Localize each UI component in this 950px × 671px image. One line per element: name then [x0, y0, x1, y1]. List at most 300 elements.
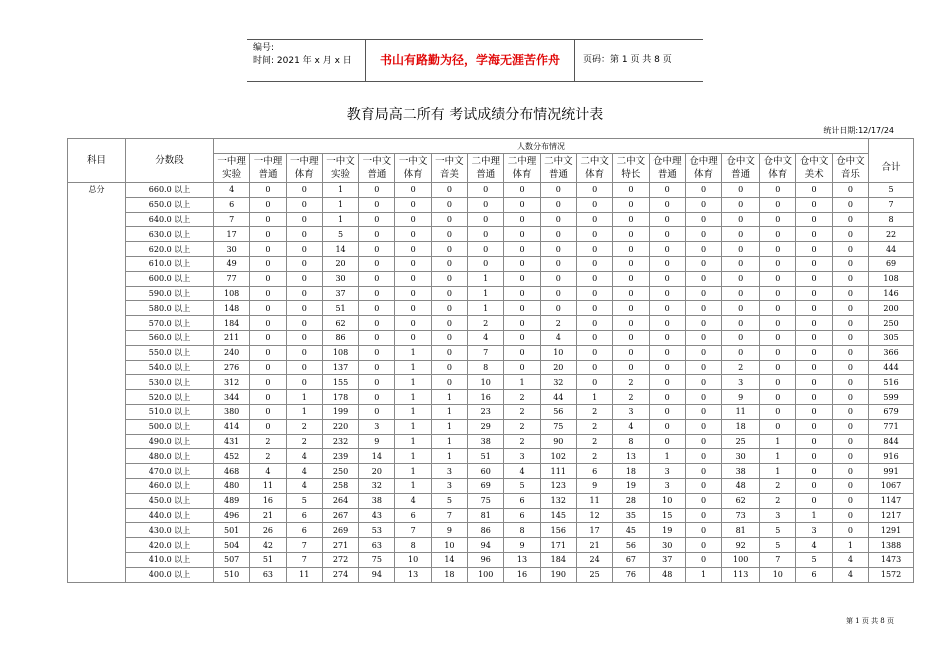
- count-cell: 20: [359, 464, 395, 479]
- count-cell: 0: [685, 227, 721, 242]
- column-header-line2: 普通: [731, 169, 751, 180]
- count-cell: 0: [576, 375, 612, 390]
- count-cell: 0: [431, 375, 467, 390]
- count-cell: 92: [722, 538, 760, 553]
- column-header-line2: 体育: [403, 169, 423, 180]
- count-cell: 0: [685, 316, 721, 331]
- table-row: [68, 538, 914, 553]
- count-cell: 0: [576, 301, 612, 316]
- count-cell: 0: [722, 212, 760, 227]
- range-cell: 430.0 以上: [126, 523, 214, 538]
- range-cell: 470.0 以上: [126, 464, 214, 479]
- column-header-line1: 一中文: [326, 156, 355, 167]
- header-motto: 书山有路勤为径，学海无涯苦作舟: [365, 40, 575, 81]
- column-header: [796, 154, 832, 183]
- range-cell: 440.0 以上: [126, 508, 214, 523]
- count-cell: 45: [613, 523, 649, 538]
- count-cell: 0: [832, 316, 868, 331]
- count-cell: 496: [214, 508, 250, 523]
- count-cell: 0: [649, 301, 685, 316]
- table-row: [68, 197, 914, 212]
- count-cell: 0: [468, 256, 504, 271]
- count-cell: 184: [214, 316, 250, 331]
- count-cell: 0: [649, 390, 685, 405]
- count-cell: 1: [395, 345, 431, 360]
- count-cell: 0: [796, 360, 832, 375]
- count-cell: 0: [796, 404, 832, 419]
- total-cell: 1291: [869, 523, 914, 538]
- count-cell: 20: [322, 256, 358, 271]
- count-cell: 6: [796, 567, 832, 582]
- count-cell: 2: [250, 434, 286, 449]
- header-range-label: 分数段: [155, 154, 184, 166]
- count-cell: 28: [613, 493, 649, 508]
- count-cell: 0: [504, 183, 540, 198]
- column-header: [649, 154, 685, 183]
- page-title: 教育局高二所有 考试成绩分布情况统计表: [346, 107, 604, 123]
- count-cell: 1: [395, 360, 431, 375]
- count-cell: 0: [395, 256, 431, 271]
- count-cell: 13: [504, 552, 540, 567]
- count-cell: 38: [722, 464, 760, 479]
- count-cell: 240: [214, 345, 250, 360]
- count-cell: 6: [286, 508, 322, 523]
- count-cell: 30: [649, 538, 685, 553]
- count-cell: 5: [504, 478, 540, 493]
- count-cell: 1: [431, 419, 467, 434]
- count-cell: 0: [832, 419, 868, 434]
- table-row: [68, 286, 914, 301]
- range-cell: 560.0 以上: [126, 330, 214, 345]
- count-cell: 9: [504, 538, 540, 553]
- column-header-line1: 一中理: [217, 156, 246, 167]
- count-cell: 0: [431, 271, 467, 286]
- count-cell: 0: [832, 197, 868, 212]
- count-cell: 0: [722, 286, 760, 301]
- count-cell: 0: [760, 330, 796, 345]
- count-cell: 0: [685, 345, 721, 360]
- count-cell: 8: [504, 523, 540, 538]
- count-cell: 0: [576, 360, 612, 375]
- count-cell: 76: [613, 567, 649, 582]
- count-cell: 0: [649, 183, 685, 198]
- count-cell: 489: [214, 493, 250, 508]
- page-footer: 第 1 页 共 8 页: [845, 617, 894, 625]
- count-cell: 0: [395, 197, 431, 212]
- count-cell: 0: [685, 464, 721, 479]
- total-cell: 305: [869, 330, 914, 345]
- count-cell: 0: [250, 183, 286, 198]
- count-cell: 43: [359, 508, 395, 523]
- total-cell: 1388: [869, 538, 914, 553]
- table-row: [68, 523, 914, 538]
- count-cell: 2: [760, 478, 796, 493]
- count-cell: 1: [468, 301, 504, 316]
- total-cell: 22: [869, 227, 914, 242]
- count-cell: 16: [250, 493, 286, 508]
- count-cell: 0: [685, 256, 721, 271]
- count-cell: 1: [832, 538, 868, 553]
- count-cell: 25: [722, 434, 760, 449]
- count-cell: 62: [722, 493, 760, 508]
- count-cell: 0: [395, 242, 431, 257]
- column-header-line2: 普通: [548, 169, 568, 180]
- count-cell: 5: [431, 493, 467, 508]
- count-cell: 0: [760, 197, 796, 212]
- count-cell: 2: [540, 316, 576, 331]
- count-cell: 0: [685, 419, 721, 434]
- count-cell: 2: [504, 434, 540, 449]
- count-cell: 1: [760, 434, 796, 449]
- count-cell: 0: [359, 256, 395, 271]
- count-cell: 5: [796, 552, 832, 567]
- table-row: [68, 390, 914, 405]
- count-cell: 0: [722, 227, 760, 242]
- column-header-line2: 体育: [585, 169, 605, 180]
- total-cell: 108: [869, 271, 914, 286]
- count-cell: 18: [722, 419, 760, 434]
- count-cell: 0: [286, 183, 322, 198]
- range-cell: 460.0 以上: [126, 478, 214, 493]
- count-cell: 1: [760, 464, 796, 479]
- count-cell: 10: [649, 493, 685, 508]
- count-cell: 0: [796, 375, 832, 390]
- header-total-top: [869, 139, 914, 154]
- count-cell: 0: [250, 271, 286, 286]
- total-cell: 366: [869, 345, 914, 360]
- count-cell: 0: [760, 360, 796, 375]
- count-cell: 1: [395, 434, 431, 449]
- count-cell: 0: [250, 419, 286, 434]
- count-cell: 4: [286, 449, 322, 464]
- table-row: [68, 493, 914, 508]
- count-cell: 0: [359, 301, 395, 316]
- column-header: [322, 154, 358, 183]
- count-cell: 431: [214, 434, 250, 449]
- count-cell: 3: [431, 464, 467, 479]
- count-cell: 0: [540, 301, 576, 316]
- count-cell: 2: [576, 419, 612, 434]
- column-header: [760, 154, 796, 183]
- range-cell: 410.0 以上: [126, 552, 214, 567]
- count-cell: 11: [722, 404, 760, 419]
- count-cell: 480: [214, 478, 250, 493]
- count-cell: 232: [322, 434, 358, 449]
- count-cell: 86: [322, 330, 358, 345]
- count-cell: 0: [685, 552, 721, 567]
- count-cell: 42: [250, 538, 286, 553]
- count-cell: 0: [832, 464, 868, 479]
- count-cell: 4: [504, 464, 540, 479]
- count-cell: 250: [322, 464, 358, 479]
- header-range-top: [126, 139, 214, 154]
- count-cell: 0: [649, 434, 685, 449]
- count-cell: 0: [649, 419, 685, 434]
- count-cell: 276: [214, 360, 250, 375]
- column-header: [832, 154, 868, 183]
- table-header-row: [68, 139, 914, 154]
- count-cell: 0: [832, 375, 868, 390]
- table-row: [68, 375, 914, 390]
- count-cell: 0: [286, 197, 322, 212]
- count-cell: 0: [649, 286, 685, 301]
- count-cell: 0: [359, 375, 395, 390]
- count-cell: 272: [322, 552, 358, 567]
- count-cell: 0: [431, 197, 467, 212]
- count-cell: 7: [286, 552, 322, 567]
- count-cell: 0: [613, 183, 649, 198]
- subject-cell: 总分: [68, 183, 126, 583]
- count-cell: 0: [649, 360, 685, 375]
- count-cell: 0: [286, 227, 322, 242]
- count-cell: 0: [760, 183, 796, 198]
- column-header-line1: 一中理: [253, 156, 283, 167]
- header-subject-top: [68, 139, 126, 154]
- range-cell: 620.0 以上: [126, 242, 214, 257]
- total-cell: 7: [869, 197, 914, 212]
- count-cell: 0: [685, 212, 721, 227]
- count-cell: 184: [540, 552, 576, 567]
- count-cell: 258: [322, 478, 358, 493]
- count-cell: 16: [504, 567, 540, 582]
- count-cell: 0: [760, 345, 796, 360]
- count-cell: 94: [468, 538, 504, 553]
- count-cell: 73: [722, 508, 760, 523]
- table-row: [68, 567, 914, 582]
- count-cell: 1: [322, 197, 358, 212]
- total-cell: 44: [869, 242, 914, 257]
- count-cell: 0: [286, 242, 322, 257]
- count-cell: 32: [540, 375, 576, 390]
- count-cell: 3: [722, 375, 760, 390]
- count-cell: 0: [613, 271, 649, 286]
- count-cell: 0: [504, 286, 540, 301]
- total-cell: 679: [869, 404, 914, 419]
- count-cell: 1: [431, 390, 467, 405]
- count-cell: 0: [576, 183, 612, 198]
- count-cell: 0: [832, 478, 868, 493]
- count-cell: 0: [760, 316, 796, 331]
- count-cell: 0: [395, 301, 431, 316]
- count-cell: 0: [685, 478, 721, 493]
- count-cell: 12: [576, 508, 612, 523]
- count-cell: 0: [431, 360, 467, 375]
- count-cell: 0: [540, 183, 576, 198]
- count-cell: 0: [832, 404, 868, 419]
- column-header-line2: 普通: [657, 169, 677, 180]
- count-cell: 0: [359, 242, 395, 257]
- column-header-line2: 实验: [331, 169, 351, 180]
- count-cell: 5: [322, 227, 358, 242]
- count-cell: 0: [286, 286, 322, 301]
- count-cell: 0: [395, 227, 431, 242]
- count-cell: 145: [540, 508, 576, 523]
- count-cell: 0: [613, 360, 649, 375]
- count-cell: 1: [395, 375, 431, 390]
- count-cell: 0: [796, 434, 832, 449]
- count-cell: 1: [395, 478, 431, 493]
- count-cell: 0: [760, 286, 796, 301]
- count-cell: 0: [504, 212, 540, 227]
- header-total: 合计: [869, 154, 914, 183]
- count-cell: 0: [722, 271, 760, 286]
- count-cell: 0: [250, 301, 286, 316]
- count-cell: 13: [613, 449, 649, 464]
- count-cell: 0: [613, 345, 649, 360]
- count-cell: 8: [468, 360, 504, 375]
- table-row: [68, 478, 914, 493]
- count-cell: 0: [359, 227, 395, 242]
- count-cell: 0: [832, 227, 868, 242]
- count-cell: 0: [359, 330, 395, 345]
- column-header: [540, 154, 576, 183]
- count-cell: 1: [468, 286, 504, 301]
- count-cell: 0: [613, 256, 649, 271]
- count-cell: 0: [431, 301, 467, 316]
- count-cell: 4: [286, 478, 322, 493]
- count-cell: 0: [504, 316, 540, 331]
- count-cell: 2: [722, 360, 760, 375]
- count-cell: 63: [250, 567, 286, 582]
- count-cell: 0: [540, 197, 576, 212]
- count-cell: 0: [685, 523, 721, 538]
- range-cell: 510.0 以上: [126, 404, 214, 419]
- count-cell: 0: [649, 375, 685, 390]
- range-cell: 550.0 以上: [126, 345, 214, 360]
- total-cell: 991: [869, 464, 914, 479]
- count-cell: 0: [832, 301, 868, 316]
- count-cell: 0: [832, 330, 868, 345]
- count-cell: 9: [359, 434, 395, 449]
- count-cell: 1: [286, 390, 322, 405]
- count-cell: 4: [214, 183, 250, 198]
- table-row: [68, 404, 914, 419]
- count-cell: 0: [250, 256, 286, 271]
- table-row: [68, 316, 914, 331]
- count-cell: 0: [250, 360, 286, 375]
- count-cell: 7: [760, 552, 796, 567]
- count-cell: 123: [540, 478, 576, 493]
- count-cell: 0: [722, 256, 760, 271]
- count-cell: 0: [649, 212, 685, 227]
- count-cell: 0: [250, 227, 286, 242]
- count-cell: 0: [613, 330, 649, 345]
- count-cell: 0: [286, 212, 322, 227]
- range-cell: 520.0 以上: [126, 390, 214, 405]
- table-row: [68, 464, 914, 479]
- column-header: [286, 154, 322, 183]
- count-cell: 0: [250, 345, 286, 360]
- count-cell: 452: [214, 449, 250, 464]
- table-row: [68, 330, 914, 345]
- count-cell: 102: [540, 449, 576, 464]
- count-cell: 0: [395, 286, 431, 301]
- count-cell: 0: [796, 330, 832, 345]
- table-row: [68, 508, 914, 523]
- count-cell: 6: [504, 493, 540, 508]
- header-meta: [247, 40, 365, 81]
- count-cell: 274: [322, 567, 358, 582]
- count-cell: 0: [576, 256, 612, 271]
- count-cell: 0: [832, 212, 868, 227]
- count-cell: 0: [796, 227, 832, 242]
- count-cell: 1: [576, 390, 612, 405]
- count-cell: 56: [613, 538, 649, 553]
- count-cell: 7: [431, 508, 467, 523]
- count-cell: 0: [796, 419, 832, 434]
- count-cell: 13: [395, 567, 431, 582]
- count-cell: 60: [468, 464, 504, 479]
- count-cell: 19: [613, 478, 649, 493]
- count-cell: 0: [250, 197, 286, 212]
- count-cell: 1: [760, 449, 796, 464]
- range-cell: 650.0 以上: [126, 197, 214, 212]
- count-cell: 0: [832, 434, 868, 449]
- column-header-line2: 音美: [439, 169, 459, 180]
- count-cell: 11: [576, 493, 612, 508]
- count-cell: 0: [760, 212, 796, 227]
- count-cell: 0: [649, 242, 685, 257]
- count-cell: 0: [685, 242, 721, 257]
- stat-date: 统计日期:12/17/24: [823, 126, 894, 135]
- range-cell: 580.0 以上: [126, 301, 214, 316]
- count-cell: 1: [395, 419, 431, 434]
- count-cell: 148: [214, 301, 250, 316]
- table-row: [68, 360, 914, 375]
- column-header: [395, 154, 431, 183]
- count-cell: 0: [395, 183, 431, 198]
- count-cell: 0: [722, 316, 760, 331]
- total-cell: 444: [869, 360, 914, 375]
- range-cell: 570.0 以上: [126, 316, 214, 331]
- count-cell: 0: [649, 330, 685, 345]
- count-cell: 9: [722, 390, 760, 405]
- count-cell: 0: [760, 375, 796, 390]
- count-cell: 2: [286, 419, 322, 434]
- count-cell: 0: [649, 404, 685, 419]
- count-cell: 0: [832, 242, 868, 257]
- count-cell: 1: [649, 449, 685, 464]
- count-cell: 0: [832, 256, 868, 271]
- count-cell: 0: [760, 256, 796, 271]
- count-cell: 0: [431, 286, 467, 301]
- count-cell: 0: [250, 330, 286, 345]
- count-cell: 0: [685, 508, 721, 523]
- count-cell: 0: [613, 242, 649, 257]
- range-cell: 540.0 以上: [126, 360, 214, 375]
- count-cell: 0: [250, 316, 286, 331]
- count-cell: 10: [431, 538, 467, 553]
- count-cell: 0: [468, 197, 504, 212]
- count-cell: 38: [468, 434, 504, 449]
- count-cell: 0: [613, 227, 649, 242]
- count-cell: 63: [359, 538, 395, 553]
- column-header-line2: 普通: [476, 169, 496, 180]
- count-cell: 29: [468, 419, 504, 434]
- table-row: [68, 271, 914, 286]
- count-cell: 17: [214, 227, 250, 242]
- count-cell: 0: [504, 271, 540, 286]
- count-cell: 69: [468, 478, 504, 493]
- count-cell: 6: [395, 508, 431, 523]
- count-cell: 0: [504, 345, 540, 360]
- count-cell: 75: [468, 493, 504, 508]
- count-cell: 0: [431, 183, 467, 198]
- count-cell: 7: [395, 523, 431, 538]
- count-cell: 0: [250, 390, 286, 405]
- count-cell: 0: [832, 360, 868, 375]
- count-cell: 0: [250, 375, 286, 390]
